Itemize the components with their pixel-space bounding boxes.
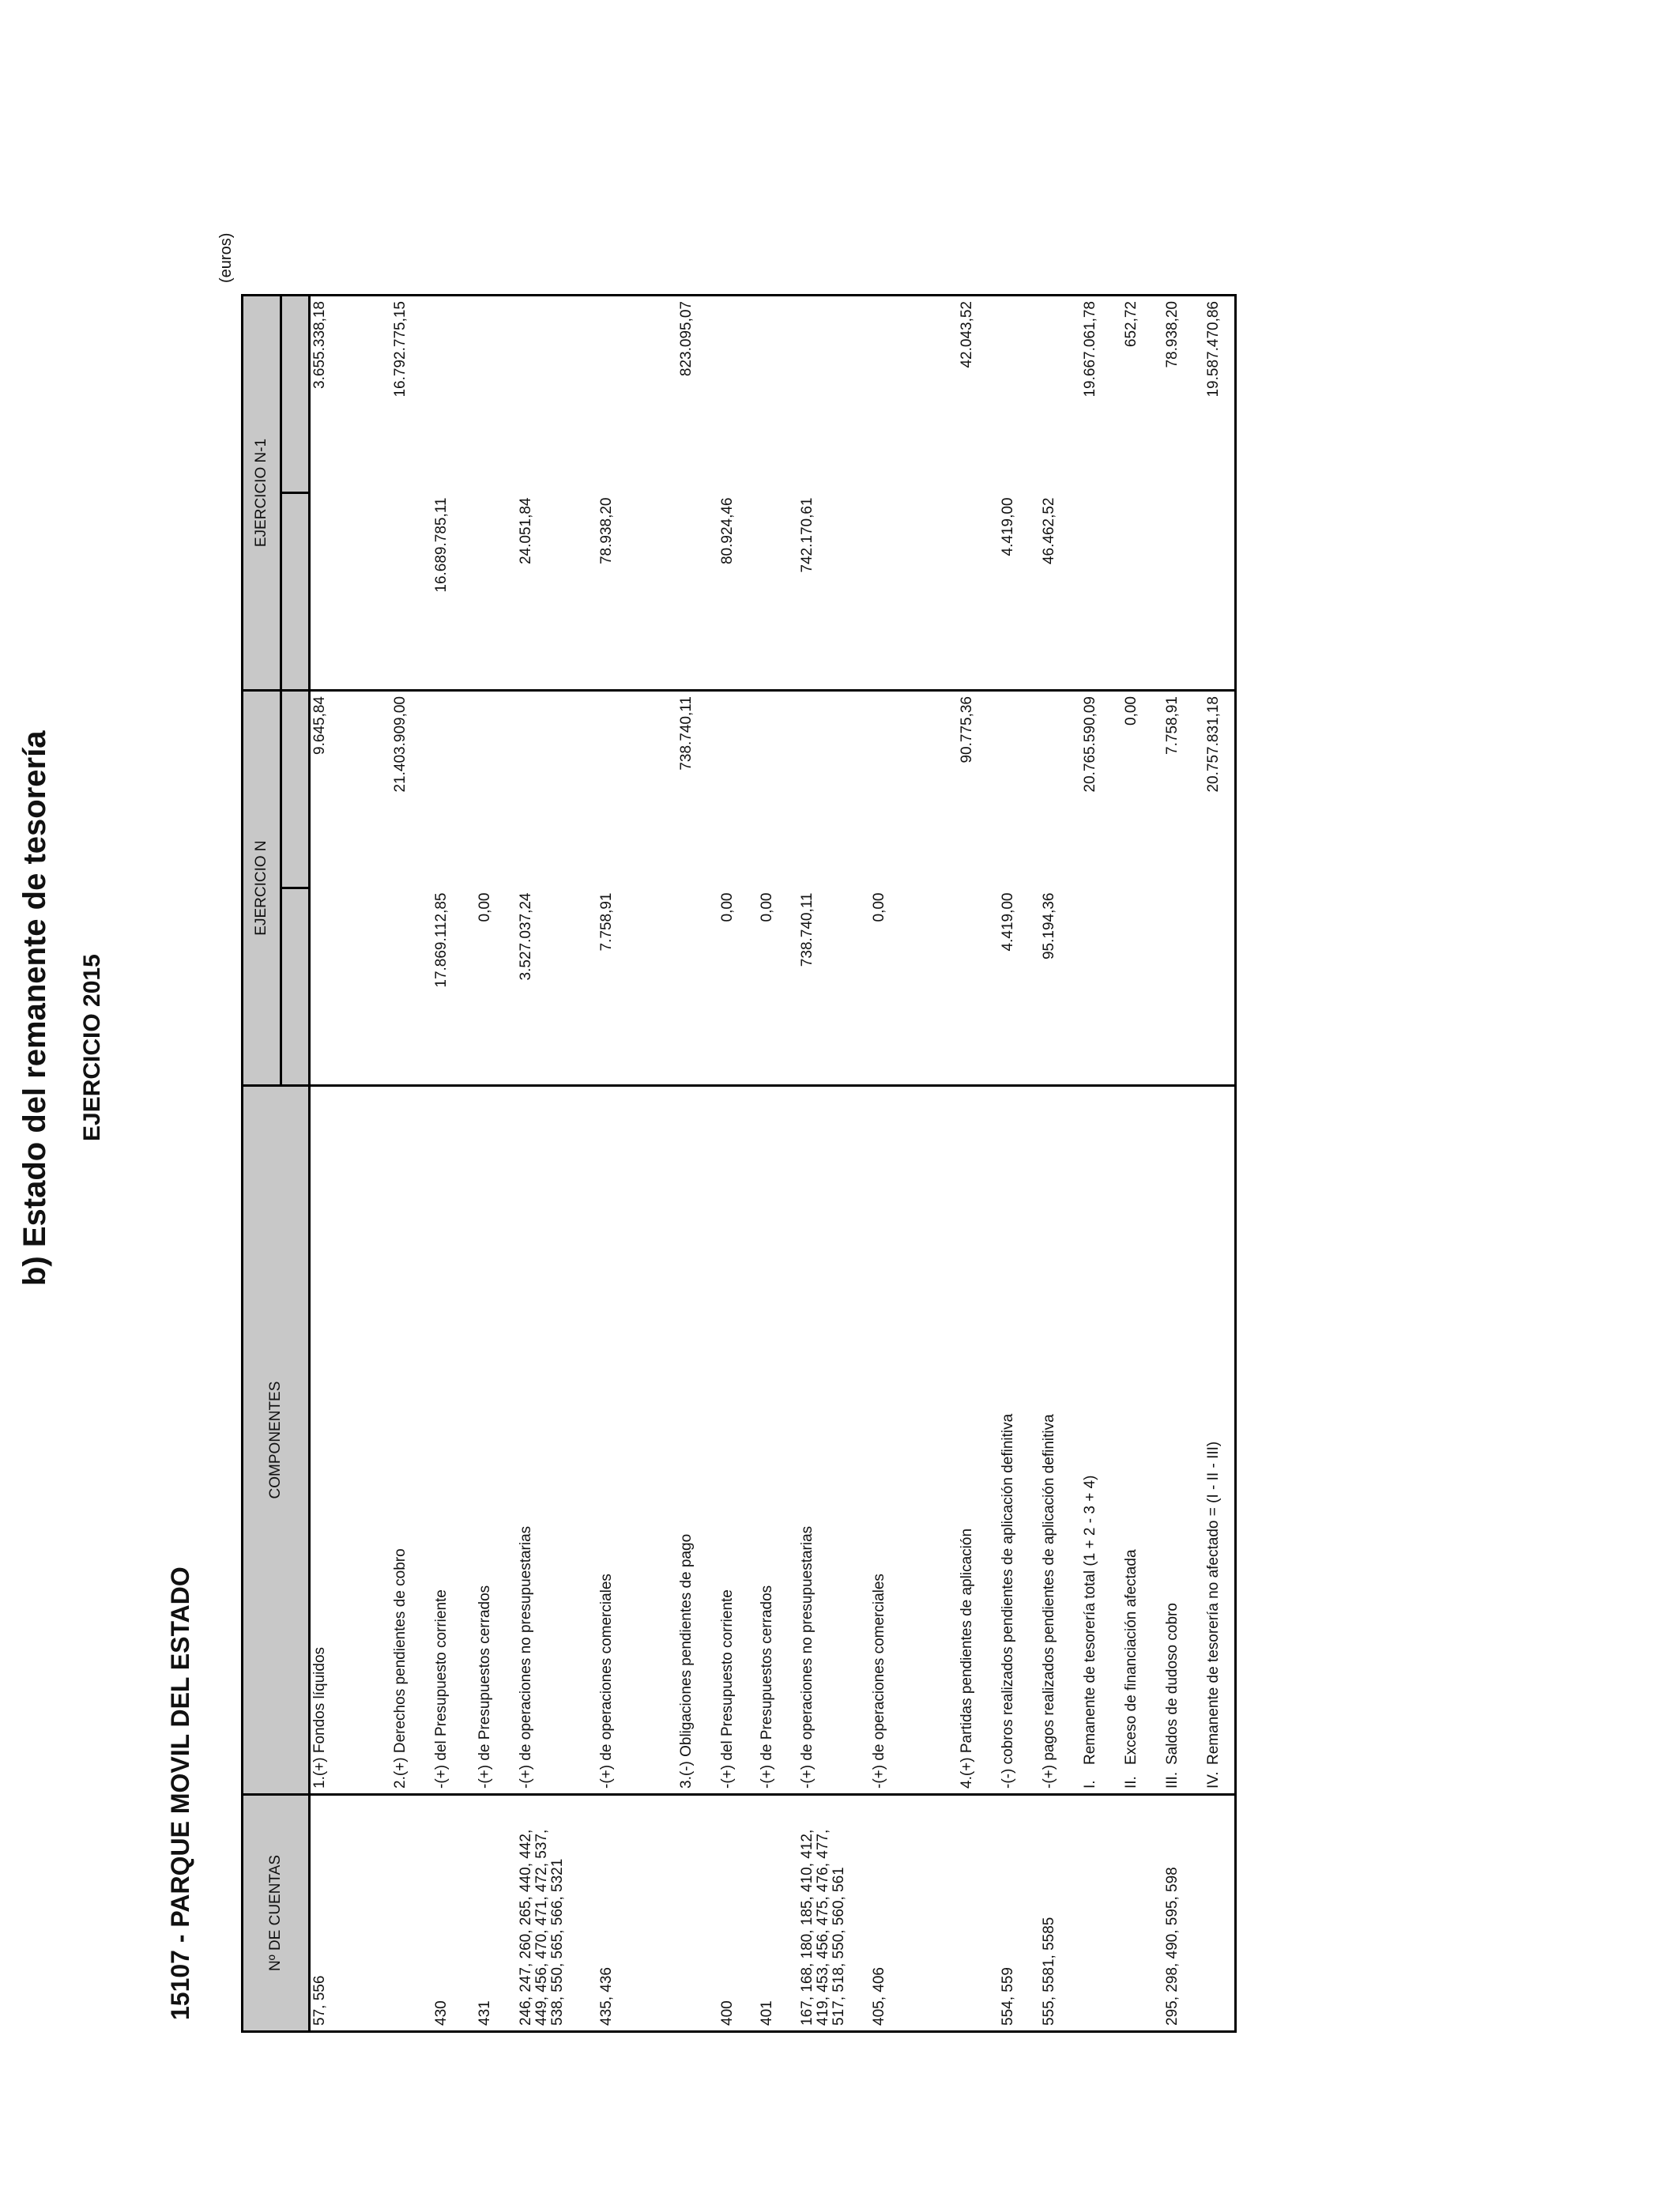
header-components: COMPONENTES	[243, 1086, 310, 1795]
accounts-cell: 167, 168, 180, 185, 410, 412, 419, 453, 456, 475, 476, 477, 517, 518, 550, 560, 561	[798, 1795, 870, 2032]
component-cell: -(+) de operaciones no presupuestarias	[517, 1086, 597, 1795]
component-cell: -(+) de Presupuestos cerrados	[476, 1086, 517, 1795]
amount-n-total: 21.403.909,00	[391, 691, 432, 888]
component-cell: -(+) de operaciones comerciales	[597, 1086, 677, 1795]
table-row	[1122, 296, 1163, 2032]
accounts-cell: 295, 298, 490, 595, 598	[1163, 1795, 1204, 2032]
table-row	[677, 296, 718, 2032]
component-cell: 3.(-) Obligaciones pendientes de pago	[677, 1086, 718, 1795]
table-row	[958, 296, 999, 2032]
amount-n-detail: 3.527.037,24	[517, 892, 534, 981]
amount-n1-detail: 4.419,00	[999, 497, 1016, 556]
table-row	[1204, 296, 1236, 2032]
component-cell	[1163, 1086, 1204, 1795]
roman-numeral: IV.	[1204, 1771, 1222, 1789]
amount-n-total: 90.775,36	[958, 691, 999, 888]
amount-n1-total: 19.667.061,78	[1081, 296, 1122, 493]
header-year-n: EJERCICIO N	[243, 691, 281, 1086]
amount-n-detail: 7.758,91	[597, 892, 615, 952]
amount-n-detail: 738.740,11	[798, 892, 816, 967]
amount-n1-total: 78.938,20	[1163, 296, 1204, 493]
component-cell: -(+) de Presupuestos cerrados	[758, 1086, 798, 1795]
component-cell	[1081, 1086, 1122, 1795]
amount-n1-detail: 24.051,84	[517, 497, 534, 565]
component-cell: -(+) del Presupuesto corriente	[432, 1086, 476, 1795]
table-row	[310, 296, 391, 2032]
table-row	[1163, 296, 1204, 2032]
amount-n-detail: 4.419,00	[999, 892, 1016, 952]
amount-n1-total: 823.095,07	[677, 296, 718, 493]
table-row	[718, 296, 758, 2032]
accounts-cell: 400	[718, 1795, 758, 2032]
roman-numeral: II.	[1122, 1776, 1139, 1789]
amount-n-detail: 0,00	[476, 892, 493, 922]
amount-n1-detail: 16.689.785,11	[432, 497, 450, 593]
accounts-cell: 430	[432, 1795, 476, 2032]
component-cell: -(+) del Presupuesto corriente	[718, 1086, 758, 1795]
roman-numeral: I.	[1081, 1780, 1098, 1789]
accounts-cell: 401	[758, 1795, 798, 2032]
component-cell: 2.(+) Derechos pendientes de cobro	[391, 1086, 432, 1795]
table-row	[476, 296, 517, 2032]
amount-n-total: 9.645,84	[310, 691, 391, 888]
amount-n1-total: 16.792.775,15	[391, 296, 432, 493]
table-row	[1081, 296, 1122, 2032]
page-title: b) Estado del remanente de tesorería	[17, 730, 52, 1286]
amount-n-detail: 17.869.112,85	[432, 892, 450, 988]
table-row	[798, 296, 870, 2032]
roman-numeral: III.	[1163, 1771, 1181, 1789]
treasury-table	[241, 294, 1237, 2033]
component-label: Remanente de tesorería no afectado = (I - II - III)	[1204, 1441, 1222, 1765]
component-cell: -(+) de operaciones comerciales	[870, 1086, 958, 1795]
component-label: Remanente de tesorería total (1 + 2 - 3 + 4)	[1081, 1475, 1098, 1765]
amount-n-detail: 95.194,36	[1040, 892, 1057, 960]
amount-n-total: 7.758,91	[1163, 691, 1204, 888]
table-row	[432, 296, 476, 2032]
currency-unit: (euros)	[217, 232, 235, 283]
amount-n-detail: 0,00	[870, 892, 887, 922]
header-accounts: Nº DE CUENTAS	[243, 1795, 310, 2032]
amount-n-total: 0,00	[1122, 691, 1163, 888]
amount-n1-detail: 742.170,61	[798, 497, 816, 573]
amount-n-total: 20.765.590,09	[1081, 691, 1122, 888]
component-cell: 1.(+) Fondos líquidos	[310, 1086, 391, 1795]
amount-n-total: 20.757.831,18	[1204, 691, 1236, 888]
amount-n-detail: 0,00	[718, 892, 736, 922]
table-row	[391, 296, 432, 2032]
amount-n1-total: 652,72	[1122, 296, 1163, 493]
table-row	[870, 296, 958, 2032]
amount-n1-total: 19.587.470,86	[1204, 296, 1236, 493]
amount-n1-detail: 46.462,52	[1040, 497, 1057, 565]
accounts-cell: 246, 247, 260, 265, 440, 442, 449, 456, 470, 471, 472, 537, 538, 550, 565, 566, 5321	[517, 1795, 597, 2032]
component-cell: 4.(+) Partidas pendientes de aplicación	[958, 1086, 999, 1795]
accounts-cell: 431	[476, 1795, 517, 2032]
header-year-n1: EJERCICIO N-1	[243, 296, 281, 691]
component-cell: -(+) pagos realizados pendientes de aplicación definitiva	[1040, 1086, 1081, 1795]
accounts-cell: 57, 556	[310, 1795, 391, 2032]
table-row	[999, 296, 1040, 2032]
amount-n1-total: 42.043,52	[958, 296, 999, 493]
component-label: Saldos de dudoso cobro	[1163, 1603, 1181, 1765]
accounts-cell: 554, 559	[999, 1795, 1040, 2032]
accounts-cell: 405, 406	[870, 1795, 958, 2032]
component-cell: -(+) de operaciones no presupuestarias	[798, 1086, 870, 1795]
exercise-year: EJERCICIO 2015	[79, 954, 105, 1141]
amount-n-detail: 0,00	[758, 892, 775, 922]
table-row	[597, 296, 677, 2032]
amount-n1-detail: 80.924,46	[718, 497, 736, 565]
amount-n-total: 738.740,11	[677, 691, 718, 888]
component-cell	[1204, 1086, 1236, 1795]
component-cell: -(-) cobros realizados pendientes de aplicación definitiva	[999, 1086, 1040, 1795]
component-label: Exceso de financiación afectada	[1122, 1549, 1139, 1765]
accounts-cell: 435, 436	[597, 1795, 677, 2032]
table-row	[758, 296, 798, 2032]
amount-n1-detail: 78.938,20	[597, 497, 615, 565]
entity-name: 15107 - PARQUE MOVIL DEL ESTADO	[166, 1566, 194, 2020]
amount-n1-total: 3.655.338,18	[310, 296, 391, 493]
component-cell	[1122, 1086, 1163, 1795]
accounts-cell: 555, 5581, 5585	[1040, 1795, 1081, 2032]
table-row	[1040, 296, 1081, 2032]
table-row	[517, 296, 597, 2032]
